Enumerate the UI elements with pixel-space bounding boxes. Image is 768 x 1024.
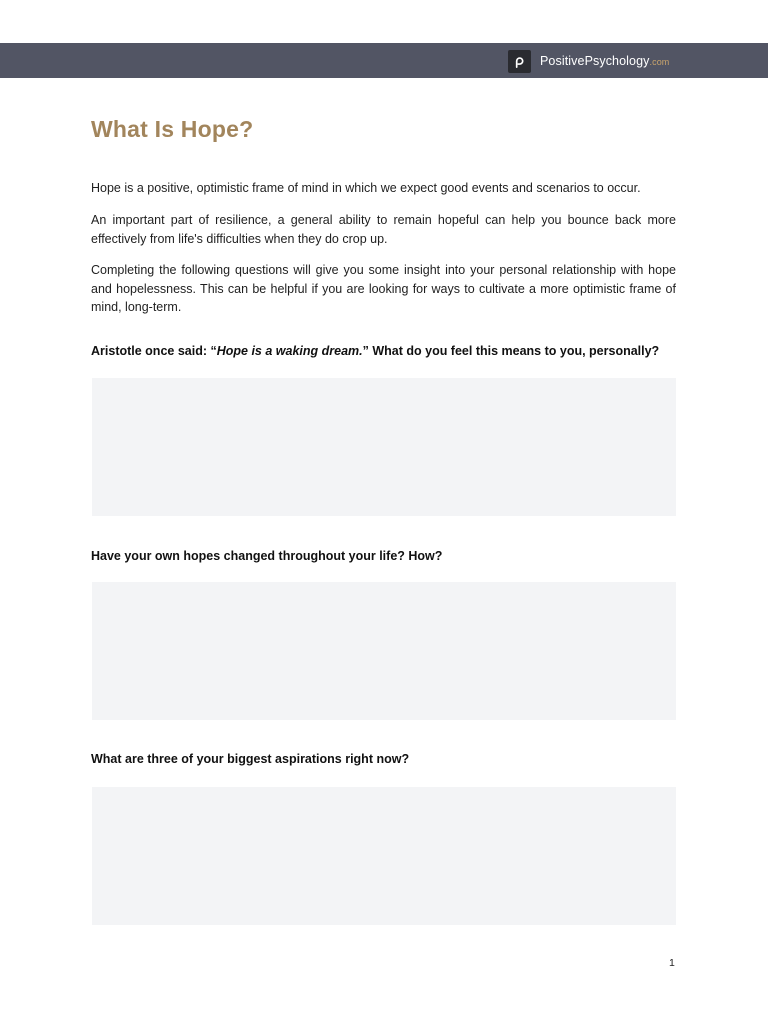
header-bar [0,43,768,78]
answer-box-2[interactable] [92,582,676,720]
positivepsychology-logo-icon [508,50,531,73]
instructions-paragraph: Completing the following questions will give you some insight into your personal relationship with hope and hopelessness. This can be helpful if you are looking for ways to cultivate a more optimistic frame of mind, long-term. [91,263,676,314]
page-number: 1 [669,957,675,969]
question-1-quote: Hope is a waking dream. [216,344,363,358]
brand [508,49,669,73]
question-2: Have your own hopes changed throughout your life? How? [91,549,443,563]
answer-box-1[interactable] [92,378,676,516]
resilience-paragraph: An important part of resilience, a general ability to remain hopeful can help you bounce back more effectively from life's difficulties when they do crop up. [91,213,676,246]
question-1-suffix: ” What do you feel this means to you, personally? [362,344,660,358]
question-1 [91,344,691,358]
question-3: What are three of your biggest aspirations right now? [91,752,410,766]
question-1-prefix: Aristotle once said: “ [91,344,217,358]
intro-paragraph: Hope is a positive, optimistic frame of mind in which we expect good events and scenarios to occur. [91,181,641,195]
brand-name: PositivePsychology.com [540,54,670,68]
page-title: What Is Hope? [91,116,254,142]
answer-box-3[interactable] [92,787,676,925]
brand-suffix: .com [649,57,670,67]
